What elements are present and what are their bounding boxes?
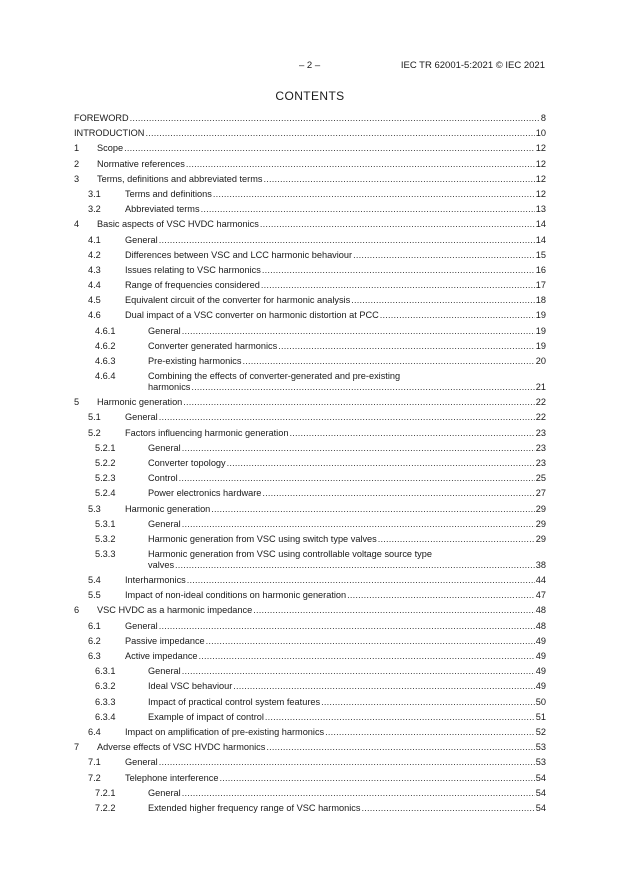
toc-entry-page: 16: [535, 264, 546, 275]
toc-entry-page: 53: [535, 757, 546, 768]
toc-entry-page: 21: [535, 382, 546, 393]
toc-entry[interactable]: [74, 519, 546, 530]
toc-entry-number: 2: [74, 158, 80, 169]
toc-entry-title: Harmonic generation from VSC using switch type valves: [148, 533, 377, 544]
toc-entry-title: Equivalent circuit of the converter for harmonic analysis: [125, 295, 351, 306]
toc-entry-title: General: [148, 518, 181, 529]
toc-entry-title: Active impedance: [125, 651, 198, 661]
toc-entry-page: 25: [535, 473, 546, 484]
toc-entry-title: Impact on amplification of pre-existing harmonics: [125, 726, 325, 737]
toc-entry-title: VSC HVDC as a harmonic impedance: [97, 605, 253, 616]
toc-entry[interactable]: [74, 159, 546, 170]
toc-entry-number: 3.1: [88, 188, 101, 199]
toc-entry-title: FOREWORD: [74, 113, 129, 123]
dot-leader: [262, 265, 535, 276]
toc-entry-title: Control: [148, 473, 178, 484]
toc-entry[interactable]: [74, 742, 546, 753]
toc-entry-page: 54: [535, 772, 546, 783]
dot-leader: [124, 143, 535, 154]
toc-entry-number: 3: [74, 173, 80, 184]
toc-entry-title: Passive impedance: [125, 635, 205, 646]
toc-entry-page: 13: [535, 204, 546, 215]
toc-entry-page: 12: [535, 188, 546, 199]
toc-entry-page: 20: [535, 356, 546, 366]
toc-entry[interactable]: [74, 428, 546, 439]
toc-entry-title: Converter topology: [148, 457, 226, 468]
dot-leader: [182, 326, 535, 337]
toc-entry[interactable]: [74, 113, 546, 124]
toc-entry[interactable]: [74, 473, 546, 484]
toc-entry[interactable]: [74, 204, 546, 215]
dot-leader: [211, 504, 534, 515]
toc-entry-number: 4.6: [88, 310, 101, 321]
toc-entry-page: 49: [535, 666, 546, 677]
toc-entry[interactable]: [74, 295, 546, 306]
toc-entry-title: Harmonic generation: [97, 397, 183, 408]
toc-entry[interactable]: [74, 727, 546, 738]
toc-entry[interactable]: [74, 788, 546, 799]
toc-entry-title: INTRODUCTION: [74, 128, 145, 139]
toc-entry[interactable]: [74, 310, 546, 321]
toc-entry[interactable]: [74, 666, 546, 677]
toc-entry-page: 29: [535, 533, 546, 544]
toc-entry-number: 6: [74, 605, 80, 616]
toc-entry-page: 47: [535, 590, 546, 601]
toc-entry-title: General: [125, 234, 158, 245]
dot-leader: [347, 590, 535, 601]
dot-leader: [278, 341, 535, 352]
dot-leader: [159, 412, 535, 423]
toc-entry-title: Converter generated harmonics: [148, 340, 278, 351]
dot-leader: [175, 560, 535, 571]
toc-entry-page: 50: [535, 696, 546, 707]
document-reference: IEC TR 62001-5:2021 © IEC 2021: [400, 60, 545, 71]
toc-entry-page: 23: [535, 427, 546, 438]
dot-leader: [353, 250, 535, 261]
page-number: – 2 –: [299, 60, 321, 71]
toc-entry-page: 44: [535, 575, 546, 586]
toc-entry-number: 4.1: [88, 234, 101, 245]
toc-entry-title: Interharmonics: [125, 575, 186, 586]
toc-entry-title: Terms and definitions: [125, 188, 212, 199]
toc-entry-number: 4.6.4: [95, 371, 116, 382]
toc-entry-title: Terms, definitions and abbreviated terms: [97, 173, 263, 184]
toc-entry-number: 7.2: [88, 772, 101, 783]
toc-entry-page: 52: [535, 726, 546, 737]
toc-entry-number: 5: [74, 397, 80, 408]
toc-entry-page: 49: [535, 681, 546, 692]
toc-entry-number: 7.2.2: [95, 802, 116, 813]
toc-entry-number: 5.2: [88, 427, 101, 438]
toc-entry-page: 48: [535, 620, 546, 631]
toc-entry-title: Normative references: [97, 158, 185, 169]
dot-leader: [253, 605, 535, 616]
toc-entry-page: 49: [535, 651, 546, 661]
toc-entry-title: Pre-existing harmonics: [148, 356, 242, 366]
toc-entry-title: Ideal VSC behaviour: [148, 681, 233, 692]
toc-entry-number: 5.3.3: [95, 549, 116, 560]
toc-entry-title: General: [125, 620, 158, 631]
page-header: [0, 60, 620, 74]
toc-entry[interactable]: [74, 143, 546, 154]
dot-leader: [378, 534, 535, 545]
dot-leader: [159, 621, 535, 632]
toc-entry-number: 5.2.1: [95, 442, 116, 453]
dot-leader: [182, 788, 535, 799]
toc-entry-number: 4.6.1: [95, 325, 116, 336]
dot-leader: [213, 189, 535, 200]
toc-entry-number: 4.4: [88, 280, 101, 291]
toc-entry[interactable]: [74, 356, 546, 367]
toc-entry-title: Basic aspects of VSC HVDC harmonics: [97, 219, 259, 230]
toc-entry-page: 12: [535, 173, 546, 184]
dot-leader: [361, 803, 534, 814]
toc-entry[interactable]: [74, 341, 546, 352]
toc-entry-title: General: [148, 325, 181, 336]
dot-leader: [186, 159, 535, 170]
toc-entry-page: 14: [535, 234, 546, 245]
toc-entry-title: Harmonic generation: [125, 503, 211, 514]
toc-entry[interactable]: [74, 697, 546, 708]
toc-entry-number: 6.3.2: [95, 681, 116, 692]
toc-entry-title: Impact of non-ideal conditions on harmonic generation: [125, 590, 347, 601]
toc-entry[interactable]: [74, 280, 546, 291]
toc-entry-number: 4.5: [88, 295, 101, 306]
toc-entry[interactable]: [74, 458, 546, 469]
toc-entry-page: 19: [535, 340, 546, 351]
toc-entry-title: Extended higher frequency range of VSC harmonics: [148, 802, 361, 813]
toc-entry-number: 6.3.4: [95, 711, 116, 722]
toc-entry[interactable]: [74, 250, 546, 261]
toc-entry-number: 4.3: [88, 264, 101, 275]
toc-entry-number: 5.2.3: [95, 473, 116, 484]
toc-entry-number: 5.3.2: [95, 533, 116, 544]
dot-leader: [145, 128, 534, 139]
toc-entry[interactable]: [74, 590, 546, 601]
toc-entry-number: 6.3: [88, 651, 101, 661]
toc-entry-title: Issues relating to VSC harmonics: [125, 264, 261, 275]
dot-leader: [263, 174, 534, 185]
toc-entry-number: 4.6.3: [95, 356, 116, 366]
toc-entry-page: 12: [535, 158, 546, 169]
dot-leader: [227, 458, 535, 469]
toc-entry-title-first-line: Combining the effects of converter-generated and pre-existing: [148, 371, 401, 382]
dot-leader: [159, 757, 535, 768]
toc-entry-title: General: [148, 666, 181, 677]
dot-leader: [242, 356, 534, 367]
toc-entry-title: General: [148, 442, 181, 453]
toc-entry[interactable]: [74, 189, 546, 200]
toc-entry-title: Telephone interference: [125, 772, 219, 783]
toc-entry-number: 4: [74, 219, 80, 230]
toc-entry[interactable]: [74, 371, 546, 393]
dot-leader: [187, 575, 535, 586]
toc-entry[interactable]: [74, 605, 546, 616]
toc-entry-page: 19: [535, 325, 546, 336]
toc-entry[interactable]: [74, 549, 546, 571]
dot-leader: [289, 428, 534, 439]
toc-entry[interactable]: [74, 621, 546, 632]
toc-entry[interactable]: [74, 681, 546, 692]
dot-leader: [266, 742, 534, 753]
dot-leader: [201, 204, 535, 215]
toc-entry-number: 7: [74, 742, 80, 753]
dot-leader: [182, 443, 535, 454]
toc-entry-page: 15: [535, 249, 546, 260]
toc-entry-page: 17: [535, 280, 546, 291]
toc-entry-number: 5.3.1: [95, 518, 116, 529]
toc-entry-number: 3.2: [88, 204, 101, 215]
toc-entry-title: Impact of practical control system features: [148, 696, 321, 707]
toc-entry-page: 18: [535, 295, 546, 306]
toc-entry-number: 5.2.2: [95, 457, 116, 468]
toc-entry-page: 38: [535, 560, 546, 571]
dot-leader: [182, 519, 535, 530]
toc-entry-title: Factors influencing harmonic generation: [125, 427, 289, 438]
toc-entry-number: 6.4: [88, 726, 101, 737]
dot-leader: [191, 382, 534, 393]
toc-entry[interactable]: [74, 488, 546, 499]
toc-entry-page: 48: [535, 605, 546, 616]
dot-leader: [380, 310, 535, 321]
toc-entry-title: Adverse effects of VSC HVDC harmonics: [97, 742, 266, 753]
dot-leader: [321, 697, 535, 708]
toc-entry-page: 29: [535, 518, 546, 529]
toc-entry[interactable]: [74, 636, 546, 647]
toc-entry-page: 54: [535, 802, 546, 813]
toc-entry-page: 49: [535, 635, 546, 646]
toc-entry-title: General: [125, 757, 158, 768]
toc-entry[interactable]: [74, 651, 546, 662]
toc-entry-title: harmonics: [148, 382, 191, 393]
dot-leader: [265, 712, 535, 723]
toc-entry-number: 4.6.2: [95, 340, 116, 351]
toc-entry-number: 5.5: [88, 590, 101, 601]
toc-entry-title: valves: [148, 560, 175, 571]
dot-leader: [179, 473, 535, 484]
toc-entry[interactable]: [74, 712, 546, 723]
toc-entry[interactable]: [74, 219, 546, 230]
dot-leader: [260, 219, 535, 230]
toc-entry-number: 6.3.3: [95, 696, 116, 707]
toc-entry-page: 22: [535, 412, 546, 423]
dot-leader: [261, 280, 535, 291]
toc-entry-page: 10: [535, 128, 546, 139]
dot-leader: [325, 727, 535, 738]
toc-entry-page: 23: [535, 442, 546, 453]
toc-entry-page: 53: [535, 742, 546, 753]
toc-entry-title: Range of frequencies considered: [125, 280, 260, 291]
toc-entry[interactable]: [74, 326, 546, 337]
toc-entry[interactable]: [74, 534, 546, 545]
toc-entry-title: General: [148, 787, 181, 798]
toc-entry-page: 19: [535, 310, 546, 321]
dot-leader: [206, 636, 535, 647]
dot-leader: [159, 235, 535, 246]
toc-entry-title: Dual impact of a VSC converter on harmonic distortion at PCC: [125, 310, 379, 321]
toc-entry-title-first-line: Harmonic generation from VSC using controllable voltage source type: [148, 549, 432, 560]
toc-entry[interactable]: [74, 265, 546, 276]
toc-entry-number: 5.2.4: [95, 488, 116, 499]
toc-entry-page: 12: [535, 143, 546, 154]
toc-entry-page: 29: [535, 503, 546, 514]
dot-leader: [183, 397, 534, 408]
table-of-contents: [74, 113, 546, 818]
toc-entry[interactable]: [74, 575, 546, 586]
toc-entry[interactable]: [74, 504, 546, 515]
dot-leader: [351, 295, 535, 306]
toc-entry-number: 6.1: [88, 620, 101, 631]
toc-entry-title: Abbreviated terms: [125, 204, 200, 215]
toc-entry-number: 7.2.1: [95, 787, 116, 798]
toc-entry-page: 14: [535, 219, 546, 230]
toc-entry-number: 7.1: [88, 757, 101, 768]
toc-entry-title: General: [125, 412, 158, 423]
dot-leader: [219, 773, 534, 784]
toc-entry-number: 5.3: [88, 503, 101, 514]
toc-entry[interactable]: [74, 235, 546, 246]
toc-entry-number: 1: [74, 143, 80, 154]
toc-entry[interactable]: [74, 128, 546, 139]
toc-entry[interactable]: [74, 773, 546, 784]
toc-entry-title: Example of impact of control: [148, 711, 264, 722]
toc-entry[interactable]: [74, 803, 546, 814]
dot-leader: [199, 651, 535, 662]
toc-entry[interactable]: [74, 397, 546, 408]
dot-leader: [130, 113, 540, 124]
toc-entry[interactable]: [74, 757, 546, 768]
toc-entry-page: 27: [535, 488, 546, 499]
toc-entry-number: 6.3.1: [95, 666, 116, 677]
contents-title: CONTENTS: [275, 89, 345, 103]
toc-entry-page: 8: [540, 113, 546, 123]
toc-entry-page: 22: [535, 397, 546, 408]
toc-entry[interactable]: [74, 174, 546, 185]
toc-entry-number: 5.1: [88, 412, 101, 423]
toc-entry-page: 51: [535, 711, 546, 722]
toc-entry[interactable]: [74, 443, 546, 454]
toc-entry-title: Differences between VSC and LCC harmonic behaviour: [125, 249, 353, 260]
toc-entry-number: 6.2: [88, 635, 101, 646]
toc-entry-number: 4.2: [88, 249, 101, 260]
toc-entry-title: Power electronics hardware: [148, 488, 262, 499]
dot-leader: [233, 681, 534, 692]
toc-entry-page: 54: [535, 787, 546, 798]
toc-entry-page: 23: [535, 457, 546, 468]
dot-leader: [182, 666, 535, 677]
toc-entry[interactable]: [74, 412, 546, 423]
toc-entry-number: 5.4: [88, 575, 101, 586]
dot-leader: [262, 488, 534, 499]
toc-entry-title: Scope: [97, 143, 124, 154]
